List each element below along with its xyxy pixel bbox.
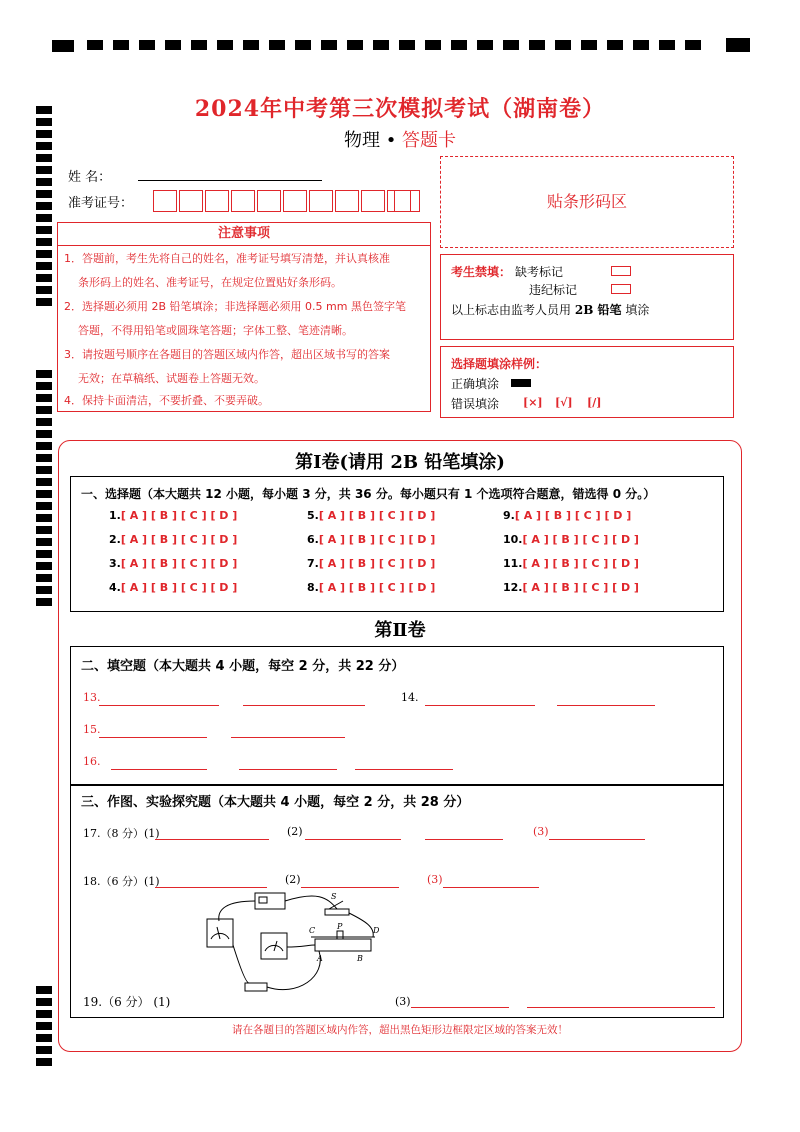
forbidden-box (440, 254, 734, 340)
question-number: 1. (109, 509, 121, 522)
q18-label: 18.（6 分）(1) (83, 875, 160, 888)
q14-label: 14. (401, 691, 419, 704)
question-number: 4. (109, 581, 121, 594)
q14-blank[interactable] (425, 705, 535, 706)
q15-blank[interactable] (99, 737, 207, 738)
exp-section-title: 三、作图、实验探究题（本大题共 4 小题，每空 2 分，共 28 分） (81, 795, 470, 810)
note-bold: 2B 铅笔 (574, 303, 622, 317)
name-field[interactable] (138, 180, 322, 181)
wrong-mark: [√] (555, 396, 573, 409)
card-label: 答题卡 (402, 130, 457, 151)
q19-label: 19.（6 分） (1) (83, 995, 171, 1009)
mcq-row[interactable] (307, 533, 435, 546)
notice-title: 注意事项 (58, 223, 430, 246)
q18-blank[interactable] (443, 887, 539, 888)
question-number: 9. (503, 509, 515, 522)
mcq-options[interactable]: [ A ] [ B ] [ C ] [ D ] (522, 581, 639, 594)
dot-separator: • (385, 130, 397, 151)
q17-3-label: (3) (533, 825, 549, 838)
forbidden-title: 考生禁填： (451, 265, 512, 279)
card-subtitle (0, 126, 800, 152)
q15-blank[interactable] (231, 737, 345, 738)
mcq-options[interactable]: [ A ] [ B ] [ C ] [ D ] (318, 581, 436, 594)
barcode-area[interactable] (440, 156, 734, 248)
mcq-options[interactable]: [ A ] [ B ] [ C ] [ D ] (522, 557, 639, 570)
forbidden-note (451, 301, 649, 318)
q17-label: 17.（8 分）(1) (83, 827, 160, 840)
q19-blank[interactable] (527, 1007, 715, 1008)
question-number: 5. (307, 509, 319, 522)
mcq-options[interactable]: [ A ] [ B ] [ C ] [ D ] (318, 557, 436, 570)
subject-label: 物理 (343, 130, 380, 151)
notice-item: 条形码上的姓名、准考证号，在规定位置贴好条形码。 (78, 276, 342, 289)
notice-item: 无效；在草稿纸、试题卷上答题无效。 (78, 372, 265, 385)
mcq-row[interactable] (503, 533, 639, 546)
q19-blank[interactable] (411, 1007, 509, 1008)
mcq-row[interactable] (109, 509, 237, 522)
mcq-options[interactable]: [ A ] [ B ] [ C ] [ D ] (318, 509, 436, 522)
question-number: 10. (503, 533, 523, 546)
q19-3-label: (3) (395, 995, 411, 1008)
part1-title: 第Ⅰ卷(请用 2B 铅笔填涂) (295, 452, 505, 473)
q18-2-label: (2) (285, 873, 301, 886)
notice-item: 4．保持卡面清洁，不要折叠、不要弄破。 (64, 394, 269, 407)
mcq-row[interactable] (307, 509, 435, 522)
q18-3-label: (3) (427, 873, 443, 886)
notice-item: 2．选择题必须用 2B 铅笔填涂；非选择题必须用 0.5 mm 黑色签字笔 (64, 300, 406, 313)
part2-title: 第Ⅱ卷 (374, 620, 426, 641)
label-p: P (337, 922, 343, 931)
mcq-section-title: 一、选择题（本大题共 12 小题，每小题 3 分，共 36 分。每小题只有 1 个选项符合题意，错选得 0 分。） (81, 487, 656, 501)
barcode-label: 贴条形码区 (546, 192, 627, 211)
correct-label: 正确填涂 (451, 377, 500, 391)
mcq-options[interactable]: [ A ] [ B ] [ C ] [ D ] (120, 533, 238, 546)
fill-section-title: 二、填空题（本大题共 4 小题，每空 2 分，共 22 分） (81, 659, 405, 674)
q16-blank[interactable] (239, 769, 337, 770)
experiment-box (70, 784, 724, 1018)
mcq-options[interactable]: [ A ] [ B ] [ C ] [ D ] (120, 557, 238, 570)
label-d: D (373, 926, 380, 935)
label-s: S (331, 892, 337, 901)
question-number: 3. (109, 557, 121, 570)
mcq-options[interactable]: [ A ] [ B ] [ C ] [ D ] (120, 581, 238, 594)
circuit-diagram-icon (197, 887, 417, 1011)
q17-blank[interactable] (155, 839, 269, 840)
absent-label: 缺考标记 (515, 265, 564, 279)
sample-box (440, 346, 734, 418)
q17-blank[interactable] (305, 839, 401, 840)
mcq-row[interactable] (307, 581, 435, 594)
q13-blank[interactable] (99, 705, 219, 706)
footer-warning: 请在各题目的答题区域内作答，超出黑色矩形边框限定区域的答案无效！ (232, 1024, 568, 1036)
q13-blank[interactable] (243, 705, 365, 706)
mcq-row[interactable] (109, 533, 237, 546)
wrong-mark: [/] (587, 396, 602, 409)
exam-title: 2024年中考第三次模拟考试（湖南卷） (194, 96, 606, 122)
q16-blank[interactable] (355, 769, 453, 770)
mcq-row[interactable] (503, 557, 639, 570)
violation-mark-box[interactable] (611, 284, 631, 294)
wrong-mark: [×] (523, 396, 543, 409)
violation-label: 违纪标记 (529, 283, 578, 297)
absent-mark-box[interactable] (611, 266, 631, 276)
mcq-row[interactable] (307, 557, 435, 570)
notice-item: 3．请按题号顺序在各题目的答题区域内作答，超出区域书写的答案 (64, 348, 390, 361)
q17-blank[interactable] (425, 839, 503, 840)
question-number: 12. (503, 581, 523, 594)
question-number: 2. (109, 533, 121, 546)
mcq-options[interactable]: [ A ] [ B ] [ C ] [ D ] (318, 533, 436, 546)
q16-blank[interactable] (111, 769, 207, 770)
q17-2-label: (2) (287, 825, 303, 838)
exam-id-label: 准考证号： (68, 196, 134, 211)
wrong-label: 错误填涂 (451, 397, 500, 411)
note-text-end: 填涂 (625, 303, 650, 317)
notice-item: 1．答题前，考生先将自己的姓名，准考证号填写清楚，并认真核准 (64, 252, 390, 265)
q14-blank[interactable] (557, 705, 655, 706)
question-number: 6. (307, 533, 319, 546)
mcq-options[interactable]: [ A ] [ B ] [ C ] [ D ] (522, 533, 639, 546)
notice-box (57, 222, 431, 412)
question-number: 8. (307, 581, 319, 594)
mcq-box (70, 476, 724, 612)
question-number: 11. (503, 557, 523, 570)
name-label: 姓 名： (68, 170, 112, 185)
label-b: B (357, 954, 363, 963)
note-text: 以上标志由监考人员用 (451, 303, 572, 317)
notice-item: 答题，不得用铅笔或圆珠笔答题；字体工整、笔迹清晰。 (78, 324, 353, 337)
q13-label: 13. (83, 691, 101, 704)
mcq-row[interactable] (109, 581, 237, 594)
fill-blank-box (70, 646, 724, 786)
sample-title: 选择题填涂样例： (451, 357, 548, 371)
mcq-options[interactable]: [ A ] [ B ] [ C ] [ D ] (120, 509, 238, 522)
mcq-row[interactable] (503, 509, 631, 522)
mcq-row[interactable] (503, 581, 639, 594)
q15-label: 15. (83, 723, 101, 736)
question-number: 7. (307, 557, 319, 570)
mcq-options[interactable]: [ A ] [ B ] [ C ] [ D ] (514, 509, 632, 522)
label-a: A (317, 954, 323, 963)
q16-label: 16. (83, 755, 101, 768)
label-c: C (309, 926, 316, 935)
mcq-row[interactable] (109, 557, 237, 570)
q17-blank[interactable] (549, 839, 645, 840)
correct-fill-mark (511, 379, 531, 387)
